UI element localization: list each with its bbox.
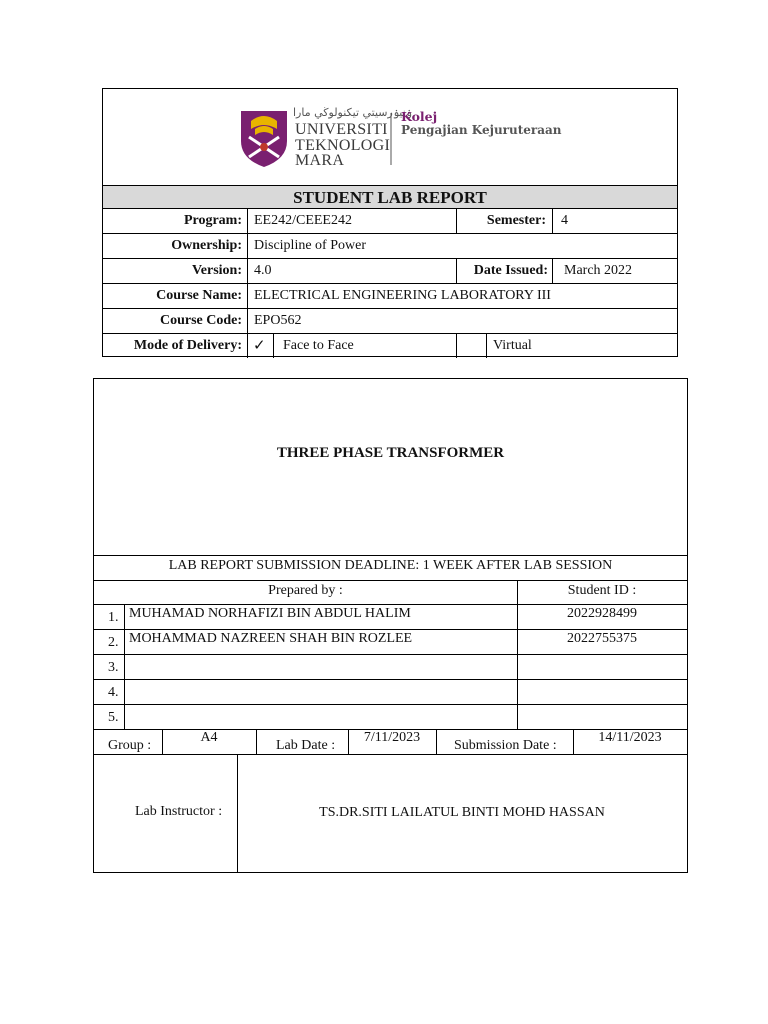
lab-title: THREE PHASE TRANSFORMER	[276, 445, 505, 461]
university-line3: MARA	[295, 152, 345, 169]
lab-instructor-name: TS.DR.SITI LAILATUL BINTI MOHD HASSAN	[319, 805, 605, 820]
lab-date-value: 7/11/2023	[363, 730, 421, 745]
prepared-by-label: Prepared by :	[268, 583, 343, 598]
checkmark-icon: ✓	[253, 338, 266, 354]
delivery-face-to-face: Face to Face	[283, 338, 354, 353]
program-row	[103, 209, 677, 234]
program-label: Program:	[103, 209, 248, 233]
course-name-label: Course Name:	[103, 284, 248, 308]
student-num: 2.	[108, 635, 119, 650]
date-issued-label: Date Issued:	[473, 263, 548, 278]
university-line2: TEKNOLOGI	[295, 137, 391, 154]
course-name-value: ELECTRICAL ENGINEERING LABORATORY III	[254, 288, 551, 303]
jawi-text: ۏنيۏرسيتي تيكنولوڬي مارا	[293, 106, 413, 119]
version-label: Version:	[103, 259, 248, 283]
course-code-row	[103, 309, 677, 334]
submission-table	[93, 378, 688, 873]
student-num: 4.	[108, 685, 119, 700]
semester-label: Semester:	[486, 213, 546, 228]
deadline-text: LAB REPORT SUBMISSION DEADLINE: 1 WEEK AFTER LAB SESSION	[168, 558, 613, 573]
college-name-line1: Kolej	[401, 109, 438, 124]
version-value: 4.0	[254, 263, 272, 278]
college-name-line2: Pengajian Kejuruteraan	[401, 123, 562, 137]
course-name-row	[103, 284, 677, 309]
group-label: Group :	[108, 738, 152, 753]
ownership-value: Discipline of Power	[254, 238, 366, 253]
logo-area	[103, 89, 677, 185]
delivery-label: Mode of Delivery:	[103, 334, 248, 358]
course-code-value: EPO562	[254, 313, 302, 328]
group-value: A4	[200, 730, 218, 745]
ownership-label: Ownership:	[103, 234, 248, 258]
student-id: 2022755375	[567, 631, 637, 646]
ownership-row	[103, 234, 677, 259]
program-value: EE242/CEEE242	[254, 213, 352, 228]
student-num: 5.	[108, 710, 119, 725]
course-code-label: Course Code:	[103, 309, 248, 333]
lab-instructor-label: Lab Instructor :	[135, 804, 223, 819]
report-title: STUDENT LAB REPORT	[103, 185, 677, 209]
delivery-virtual: Virtual	[493, 338, 532, 353]
delivery-row	[103, 334, 677, 359]
date-issued-value: March 2022	[564, 263, 633, 278]
report-header-table	[102, 88, 678, 357]
submission-date-value: 14/11/2023	[598, 730, 662, 745]
student-num: 3.	[108, 660, 119, 675]
student-id-label: Student ID :	[567, 583, 637, 598]
student-id: 2022928499	[567, 606, 637, 621]
submission-date-label: Submission Date :	[454, 738, 557, 753]
lab-date-label: Lab Date :	[276, 738, 336, 753]
student-num: 1.	[108, 610, 119, 625]
university-line1: UNIVERSITI	[295, 121, 388, 138]
semester-value: 4	[561, 213, 568, 228]
student-name: MOHAMMAD NAZREEN SHAH BIN ROZLEE	[129, 631, 413, 646]
version-row	[103, 259, 677, 284]
student-name: MUHAMAD NORHAFIZI BIN ABDUL HALIM	[129, 606, 411, 621]
